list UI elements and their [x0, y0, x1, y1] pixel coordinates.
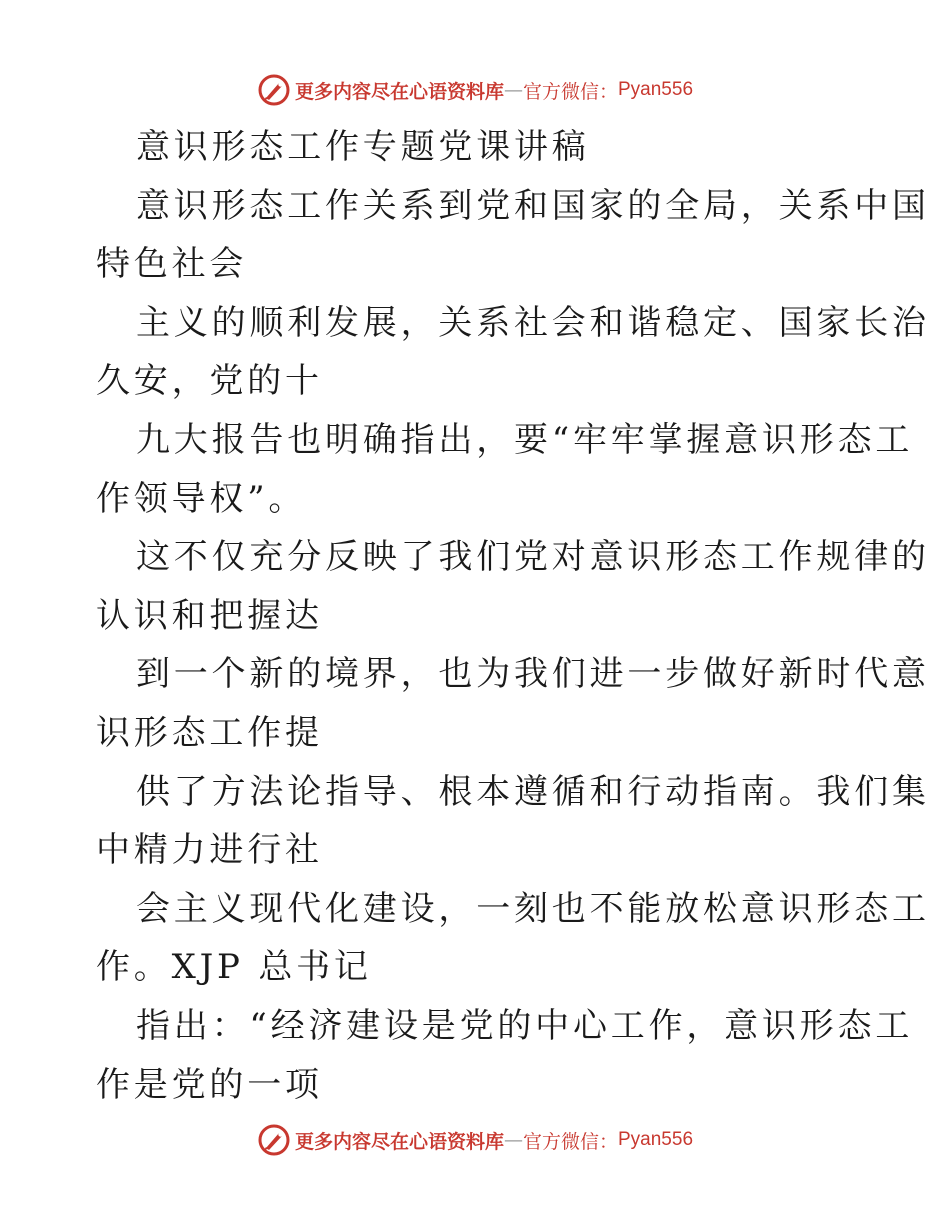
banner-wechat-label: 官方微信：	[522, 1130, 618, 1153]
paragraph-line: 识形态工作提	[96, 712, 323, 753]
banner-wechat-id: Pyan556	[618, 1129, 694, 1150]
banner-dash: —	[503, 1129, 523, 1151]
paragraph-line: 指出：“经济建设是党的中心工作，意识形态工	[136, 1005, 914, 1046]
document-body	[96, 118, 930, 1114]
banner-brand-text: 更多内容尽在心语资料库	[294, 1130, 504, 1153]
paragraph-line: 作是党的一项	[96, 1064, 323, 1105]
paragraph-line: 意识形态工作关系到党和国家的全局，关系中国	[136, 185, 930, 226]
banner-dash: —	[503, 79, 523, 101]
paragraph-line: 供了方法论指导、根本遵循和行动指南。我们集	[136, 771, 930, 812]
banner-brand-text: 更多内容尽在心语资料库	[294, 80, 504, 103]
paragraph-line: 九大报告也明确指出，要“牢牢掌握意识形态工	[136, 419, 914, 460]
paragraph-line: 作领导权”。	[96, 478, 307, 519]
paragraph-line: 这不仅充分反映了我们党对意识形态工作规律的	[136, 537, 930, 578]
paragraph-line: 认识和把握达	[96, 595, 323, 636]
banner-wechat-label: 官方微信：	[522, 80, 618, 103]
paragraph-line: 久安，党的十	[96, 361, 323, 402]
header-banner	[0, 70, 950, 110]
paragraph-line: 特色社会	[96, 244, 248, 285]
pen-logo-icon	[257, 73, 291, 107]
pen-logo-icon	[257, 1123, 291, 1157]
paragraph-line: 主义的顺利发展，关系社会和谐稳定、国家长治	[136, 302, 930, 343]
paragraph-line: 到一个新的境界，也为我们进一步做好新时代意	[136, 654, 930, 695]
paragraph-line: 中精力进行社	[96, 830, 323, 871]
paragraph-line: 会主义现代化建设，一刻也不能放松意识形态工	[136, 888, 930, 929]
paragraph-line: 作。XJP 总书记	[96, 947, 372, 988]
banner-wechat-id: Pyan556	[618, 79, 694, 100]
document-title: 意识形态工作专题党课讲稿	[136, 127, 590, 167]
footer-banner	[0, 1120, 950, 1160]
